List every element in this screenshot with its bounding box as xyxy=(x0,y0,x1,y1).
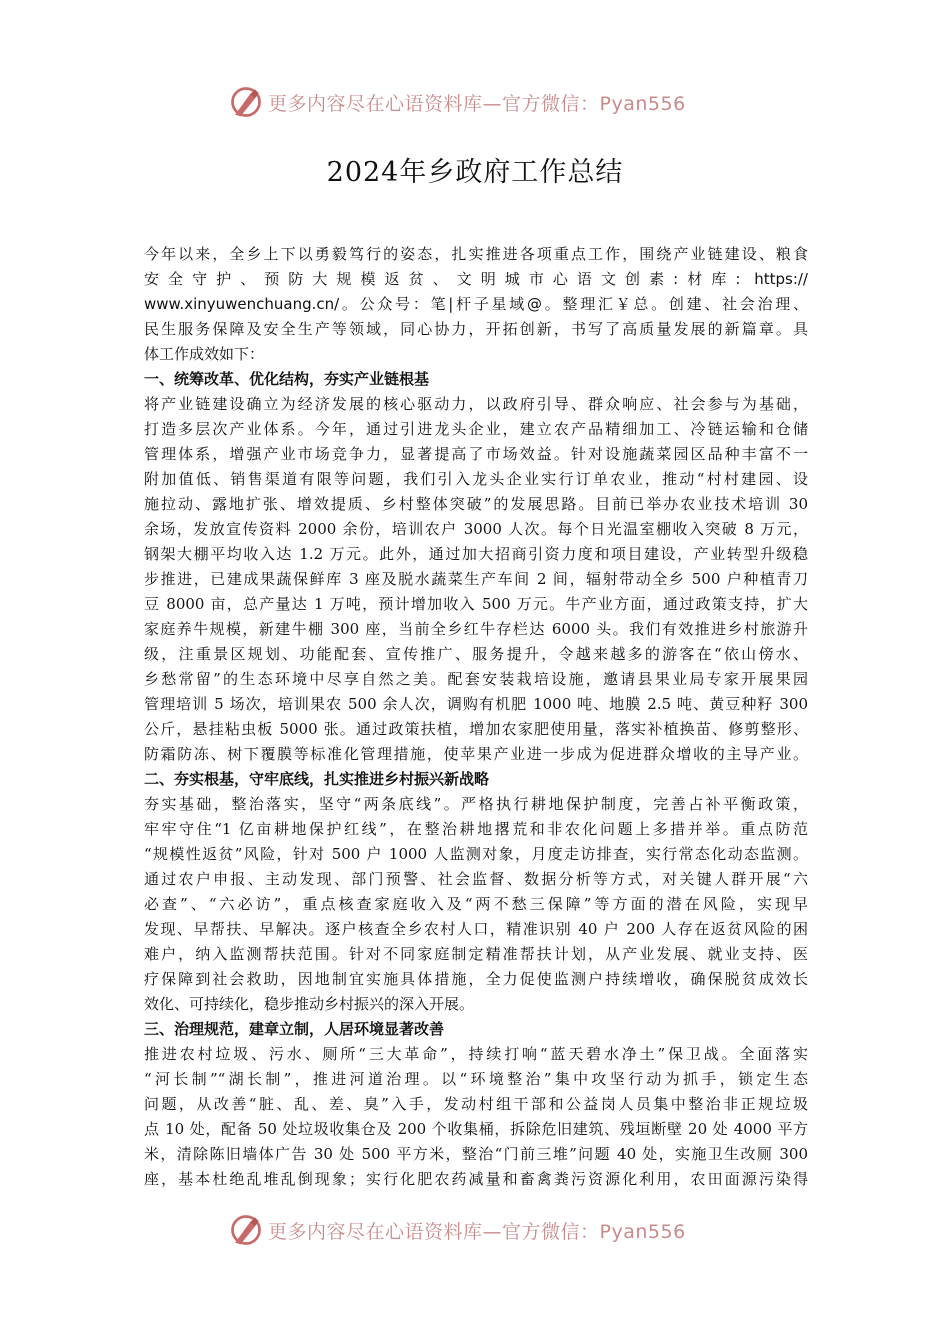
text-line: 发现、早帮扶、早解决。逐户核查全乡农村人口，精准识别 40 户 200 人存在返贫风险的困 xyxy=(144,920,808,938)
pen-nib-logo-icon xyxy=(228,1212,264,1248)
text-line: 米，清除陈旧墙体广告 30 处 500 平方米，整治“门前三堆”问题 40 处，实施卫生改厕 300 xyxy=(144,1145,808,1163)
text-line: 管理体系，增强产业市场竞争力，显著提高了市场效益。针对设施蔬菜园区品种丰富不一 xyxy=(144,445,808,463)
text-line: 公斤，悬挂粘虫板 5000 张。通过政策扶植，增加农家肥使用量，落实补植换苗、修剪整形、 xyxy=(144,720,808,738)
section-3 xyxy=(144,1017,808,1192)
text-line: 民生服务保障及安全生产等领域，同心协力，开拓创新，书写了高质量发展的新篇章。具 xyxy=(144,320,808,338)
text-line: 夯实基础，整治落实，坚守“两条底线”。严格执行耕地保护制度，完善占补平衡政策， xyxy=(144,795,808,813)
watermark-text: 更多内容尽在心语资料库—官方微信：Pyan556 xyxy=(268,92,686,115)
watermark-text: 更多内容尽在心语资料库—官方微信：Pyan556 xyxy=(268,1220,686,1243)
text-line: 通过农户申报、主动发现、部门预警、社会监督、数据分析等方式，对关键人群开展“六 xyxy=(144,870,808,888)
document-body xyxy=(144,242,808,1192)
text-line: 今年以来，全乡上下以勇毅笃行的姿态，扎实推进各项重点工作，围绕产业链建设、粮食 xyxy=(144,245,808,263)
text-line: “规模性返贫”风险，针对 500 户 1000 人监测对象，月度走访排查，实行常态化动态监测。 xyxy=(144,845,808,863)
text-line: 施拉动、露地扩张、增效提质、乡村整体突破”的发展思路。目前已举办农业技术培训 30 xyxy=(144,495,808,513)
intro-paragraph xyxy=(144,242,808,367)
text-line: 效化、可持续化，稳步推动乡村振兴的深入开展。 xyxy=(144,995,475,1013)
text-line: www.xinyuwenchuang.cn/。公众号：笔|杆子星域@。整理汇￥总。创建、社会治理、 xyxy=(144,295,808,313)
text-line: 步推进，已建成果蔬保鲜库 3 座及脱水蔬菜生产车间 2 间，辐射带动全乡 500 户种植青刀 xyxy=(144,570,808,588)
section-heading: 一、统筹改革、优化结构，夯实产业链根基 xyxy=(144,370,430,388)
text-line: 问题，从改善“脏、乱、差、臭”入手，发动村组干部和公益岗人员集中整治非正规垃圾 xyxy=(144,1095,808,1113)
text-line: 乡愁常留”的生态环境中尽享自然之美。配套安装栽培设施，邀请县果业局专家开展果园 xyxy=(144,670,808,688)
text-line: 钢架大棚平均收入达 1.2 万元。此外，通过加大招商引资力度和项目建设，产业转型升级稳 xyxy=(144,545,808,563)
text-line: “河长制”“湖长制”，推进河道治理。以“环境整治”集中攻坚行动为抓手，锁定生态 xyxy=(144,1070,808,1088)
text-line: 防霜防冻、树下覆膜等标准化管理措施，使苹果产业进一步成为促进群众增收的主导产业。 xyxy=(144,745,808,763)
document-title: 2024年乡政府工作总结 xyxy=(326,157,624,188)
text-line: 必查”、“六必访”，重点核查家庭收入及“两不愁三保障”等方面的潜在风险，实现早 xyxy=(144,895,808,913)
watermark-banner-bottom xyxy=(228,1210,728,1250)
text-line: 级，注重景区规划、功能配套、宣传推广、服务提升，令越来越多的游客在“依山傍水、 xyxy=(144,645,808,663)
text-line: 豆 8000 亩，总产量达 1 万吨，预计增加收入 500 万元。牛产业方面，通过政策支持，扩大 xyxy=(144,595,808,613)
section-2 xyxy=(144,767,808,1017)
text-line: 体工作成效如下： xyxy=(144,345,265,363)
text-line: 家庭养牛规模，新建牛棚 300 座，当前全乡红牛存栏达 6000 头。我们有效推进乡村旅游升 xyxy=(144,620,808,638)
text-line: 打造多层次产业体系。今年，通过引进龙头企业，建立农产品精细加工、冷链运输和仓储 xyxy=(144,420,808,438)
text-line: 推进农村垃圾、污水、厕所“三大革命”，持续打响“蓝天碧水净土”保卫战。全面落实 xyxy=(144,1045,808,1063)
text-line: 座，基本杜绝乱堆乱倒现象；实行化肥农药减量和畜禽粪污资源化利用，农田面源污染得 xyxy=(144,1170,808,1188)
text-line: 管理培训 5 场次，培训果农 500 余人次，调购有机肥 1000 吨、地膜 2.5 吨、黄豆种籽 300 xyxy=(144,695,808,713)
section-1 xyxy=(144,367,808,767)
text-line: 安全守护、预防大规模返贫、文明城市心语文创素:材库: https:// xyxy=(144,270,808,288)
watermark-banner-top xyxy=(228,82,728,122)
section-heading: 三、治理规范，建章立制，人居环境显著改善 xyxy=(144,1020,445,1038)
text-line: 余场，发放宣传资料 2000 余份，培训农户 3000 人次。每个日光温室棚收入突破 8 万元， xyxy=(144,520,808,538)
section-heading: 二、夯实根基，守牢底线，扎实推进乡村振兴新战略 xyxy=(144,770,490,788)
text-line: 附加值低、销售渠道有限等问题，我们引入龙头企业实行订单农业，推动“村村建园、设 xyxy=(144,470,808,488)
text-line: 难户，纳入监测帮扶范围。针对不同家庭制定精准帮扶计划，从产业发展、就业支持、医 xyxy=(144,945,808,963)
text-line: 牢牢守住“1 亿亩耕地保护红线”，在整治耕地撂荒和非农化问题上多措并举。重点防范 xyxy=(144,820,808,838)
pen-nib-logo-icon xyxy=(228,84,264,120)
text-line: 将产业链建设确立为经济发展的核心驱动力，以政府引导、群众响应、社会参与为基础， xyxy=(144,395,808,413)
text-line: 疗保障到社会救助，因地制宜实施具体措施，全力促使监测户持续增收，确保脱贫成效长 xyxy=(144,970,808,988)
text-line: 点 10 处，配备 50 处垃圾收集仓及 200 个收集桶，拆除危旧建筑、残垣断壁 20 处 4000 平方 xyxy=(144,1120,808,1138)
